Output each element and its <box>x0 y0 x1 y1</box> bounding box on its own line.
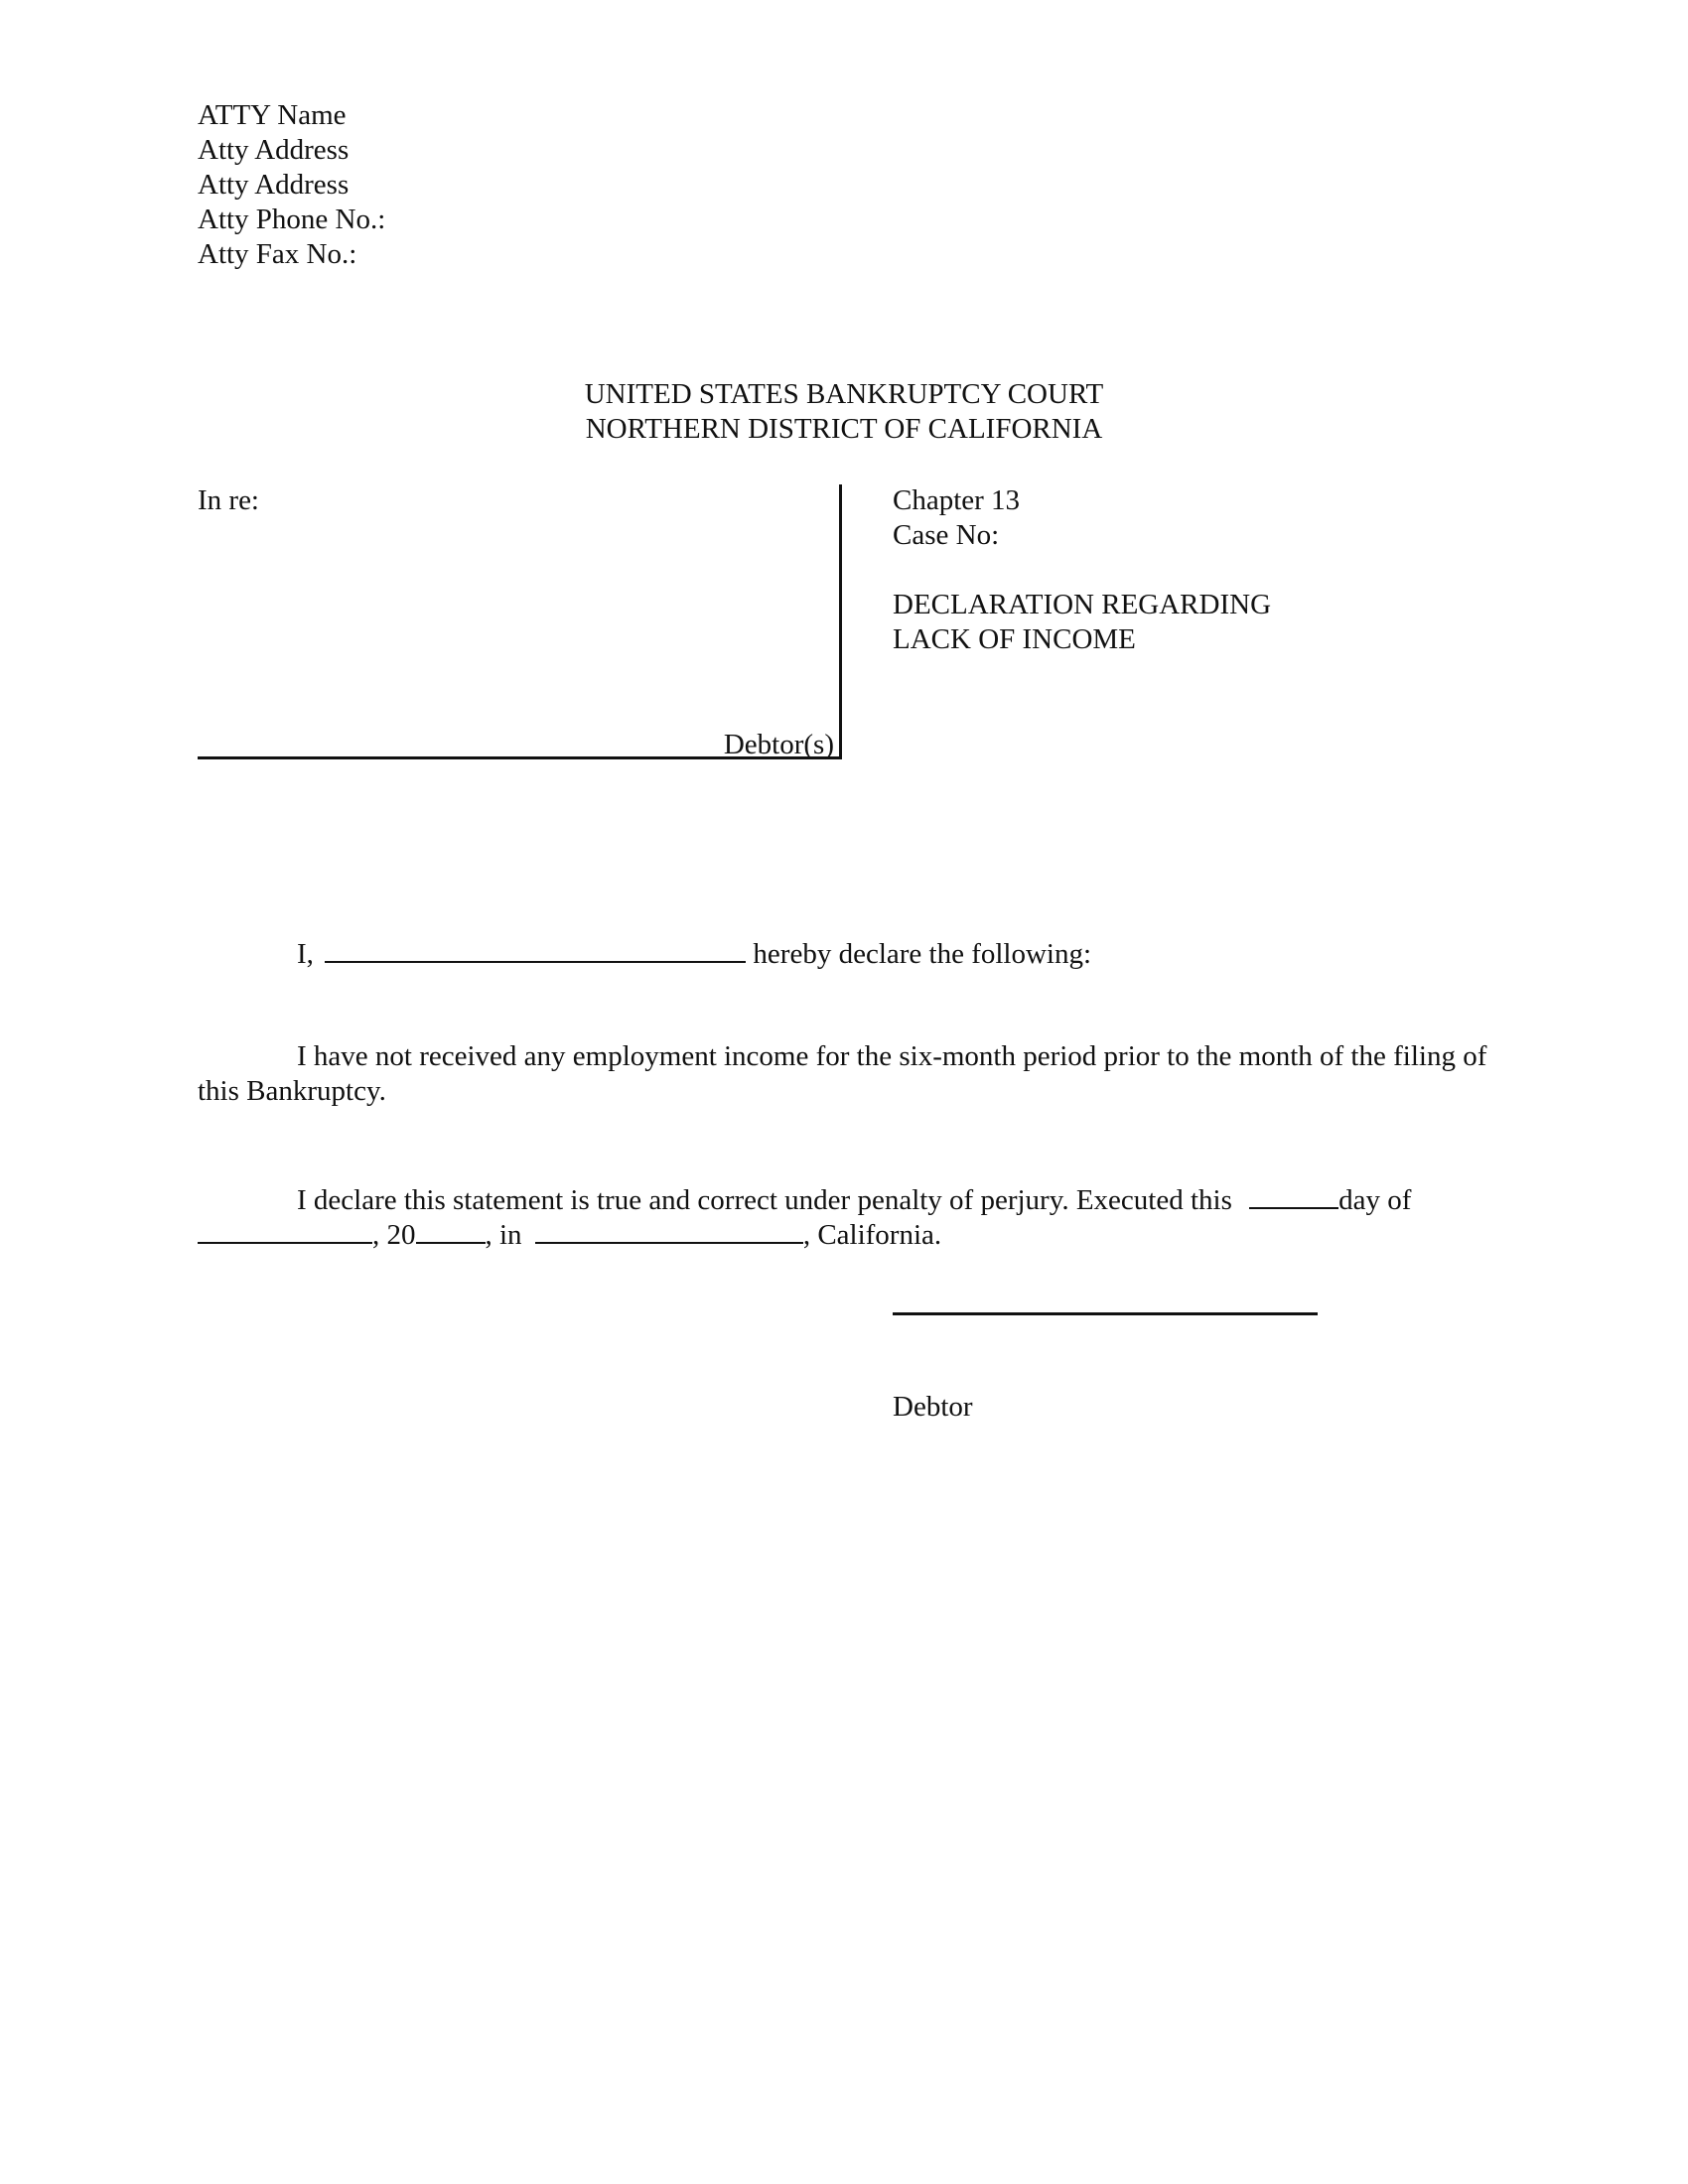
attorney-fax: Atty Fax No.: <box>198 238 357 270</box>
attorney-address-2: Atty Address <box>198 169 350 201</box>
in-label: , in <box>485 1219 522 1251</box>
income-statement-text: I have not received any employment income for the six-month period prior to the month of the filing of this Bankruptcy. <box>198 1040 1487 1107</box>
year-prefix: , 20 <box>372 1219 416 1251</box>
in-re-label: In re: <box>198 484 259 516</box>
caption-vertical-rule <box>839 484 842 759</box>
declarant-name-blank[interactable] <box>325 935 746 963</box>
signature-line[interactable] <box>893 1312 1318 1315</box>
city-blank[interactable] <box>535 1216 803 1244</box>
declarant-prefix: I, <box>297 938 314 970</box>
court-name: UNITED STATES BANKRUPTCY COURT <box>584 378 1104 410</box>
signature-label: Debtor <box>893 1391 973 1423</box>
attorney-block <box>198 98 385 272</box>
income-statement-paragraph <box>198 1039 1488 1109</box>
attorney-address-1: Atty Address <box>198 134 350 166</box>
perjury-statement-text: I declare this statement is true and correct under penalty of perjury. Executed this <box>297 1184 1232 1216</box>
document-title-line-1: DECLARATION REGARDING <box>893 589 1272 620</box>
attorney-phone: Atty Phone No.: <box>198 204 386 235</box>
year-blank[interactable] <box>416 1216 486 1244</box>
case-info <box>893 483 1020 553</box>
month-blank[interactable] <box>198 1216 372 1244</box>
declarant-line <box>297 935 1091 972</box>
case-number-label: Case No: <box>893 519 1000 551</box>
attorney-name: ATTY Name <box>198 99 347 131</box>
day-of-label: day of <box>1338 1184 1412 1216</box>
court-heading <box>0 377 1688 447</box>
declarant-suffix: hereby declare the following: <box>753 938 1092 970</box>
court-district: NORTHERN DISTRICT OF CALIFORNIA <box>585 413 1103 445</box>
debtors-label: Debtor(s) <box>723 729 834 760</box>
perjury-statement-line-2 <box>198 1216 941 1253</box>
document-title-line-2: LACK OF INCOME <box>893 623 1136 655</box>
day-blank[interactable] <box>1249 1181 1338 1209</box>
document-title <box>893 588 1271 657</box>
state-label: , California. <box>802 1219 942 1251</box>
chapter-label: Chapter 13 <box>893 484 1021 516</box>
perjury-statement-line-1 <box>297 1181 1411 1218</box>
